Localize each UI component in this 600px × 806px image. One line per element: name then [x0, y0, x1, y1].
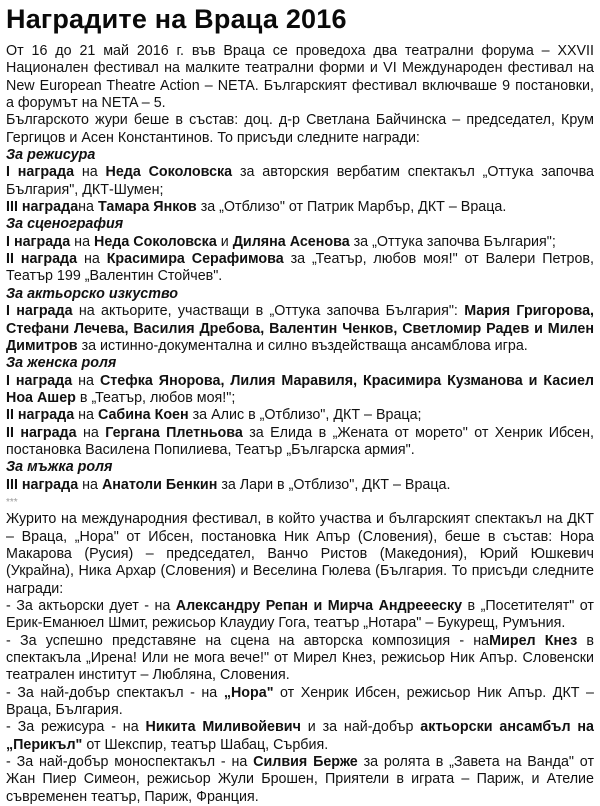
award-female-3: II награда на Гергана Плетньова за Елида в „Жената от морето" от Хенрик Ибсен, постановка Василена Попилиева, Театър „Българска армия". [6, 424, 595, 458]
award-scenography-2: II награда на Красимира Серафимова за „Театър, любов моя!" от Валери Петров, Театър 199 „Валентин Стойчев". [6, 251, 594, 285]
award-scenography-1: I награда на Неда Соколовска и Диляна Асенова за „Оттука започва България"; [6, 233, 556, 250]
award-female-2: II награда на Сабина Коен за Алис в „Отблизо", ДКТ – Враца; [6, 407, 422, 424]
section-heading-male: За мъжка роля [6, 459, 113, 476]
jury-paragraph: Българското жури беше в състав: доц. д-р Светлана Байчинска – председател, Крум Гергицов и Асен Константинов. То присъди следните награди: [6, 112, 594, 146]
award-acting-1: I награда на актьорите, участващи в „Оттука започва България": Мария Григорова, Стефани Лечева, Василия Дребова, Валентин Ченков, Светломир Радев и Милен Димитров за истинно-документална и силно въздействаща ансамблова игра. [6, 303, 594, 354]
intl-award-2: - За успешно представяне на сцена на авторска композиция - наМирел Кнез в спектакъла „Ирена! Или не мога вече!" от Мирел Кнез, режисьор Ник Апър. Словенски театрален институт – Любляна, Словения. [6, 632, 594, 684]
separator: *** [6, 496, 18, 508]
award-directing-1: I награда на Неда Соколовска за авторския вербатим спектакъл „Оттука започва България", ДКТ-Шумен; [6, 164, 594, 198]
article-title: Наградите на Враца 2016 [6, 4, 347, 34]
section-heading-scenography: За сценография [6, 216, 124, 233]
section-heading-directing: За режисура [6, 147, 96, 164]
section-heading-acting: За актьорско изкуство [6, 285, 178, 302]
intl-award-5: - За най-добър моноспектакъл - на Силвия Берже за ролята в „Завета на Ванда" от Жан Пиер Симеон, режисьор Жули Брошен, Приятели в играта – Париж, и Ателие съвременен театър, Париж, Франция. [6, 754, 594, 805]
intl-award-1: - За актьорски дует - на Александру Репан и Мирча Андреееску в „Посетителят" от Ерик-Еманюел Шмит, режисьор Клаудиу Гога, театър „Нотара" – Букурещ, Румъния. [6, 598, 594, 632]
section-heading-female: За женска роля [6, 355, 117, 372]
award-female-1: I награда на Стефка Янорова, Лилия Маравиля, Красимира Кузманова и Касиел Ноа Ашер в „Театър, любов моя!"; [6, 372, 594, 406]
intro-paragraph: От 16 до 21 май 2016 г. във Враца се проведоха два театрални форума – XXVII Национален фестивал на малките театрални форми и VI Международен фестивал на New European Theatre Action – NETA. Българският фестивал включваше 9 постановки, а форумът на NETA – 5. [6, 43, 594, 112]
award-directing-3: III наградана Тамара Янков за „Отблизо" от Патрик Марбър, ДКТ – Враца. [6, 199, 507, 216]
award-male-1: III награда на Анатоли Бенкин за Лари в „Отблизо", ДКТ – Враца. [6, 476, 451, 493]
article-body [6, 43, 594, 806]
international-intro: Журито на международния фестивал, в който участва и българският спектакъл на ДКТ – Враца, „Нора" от Ибсен, постановка Ник Апър (Словения), беше в състав: Нора Макарова (Русия) – председател, Ванчо Ристов (Македония), Юрий Юшкевич (Украйна), Ника Архар (Словения) и Веселина Гюлева (България. То присъди следните награди: [6, 511, 594, 597]
intl-award-4: - За режисура - на Никита Миливойевич и за най-добър актьорски ансамбъл на „Перикъл" от Шекспир, театър Шабац, Сърбия. [6, 719, 594, 753]
intl-award-3: - За най-добър спектакъл - на „Нора" от Хенрик Ибсен, режисьор Ник Апър. ДКТ – Враца, България. [6, 684, 595, 719]
